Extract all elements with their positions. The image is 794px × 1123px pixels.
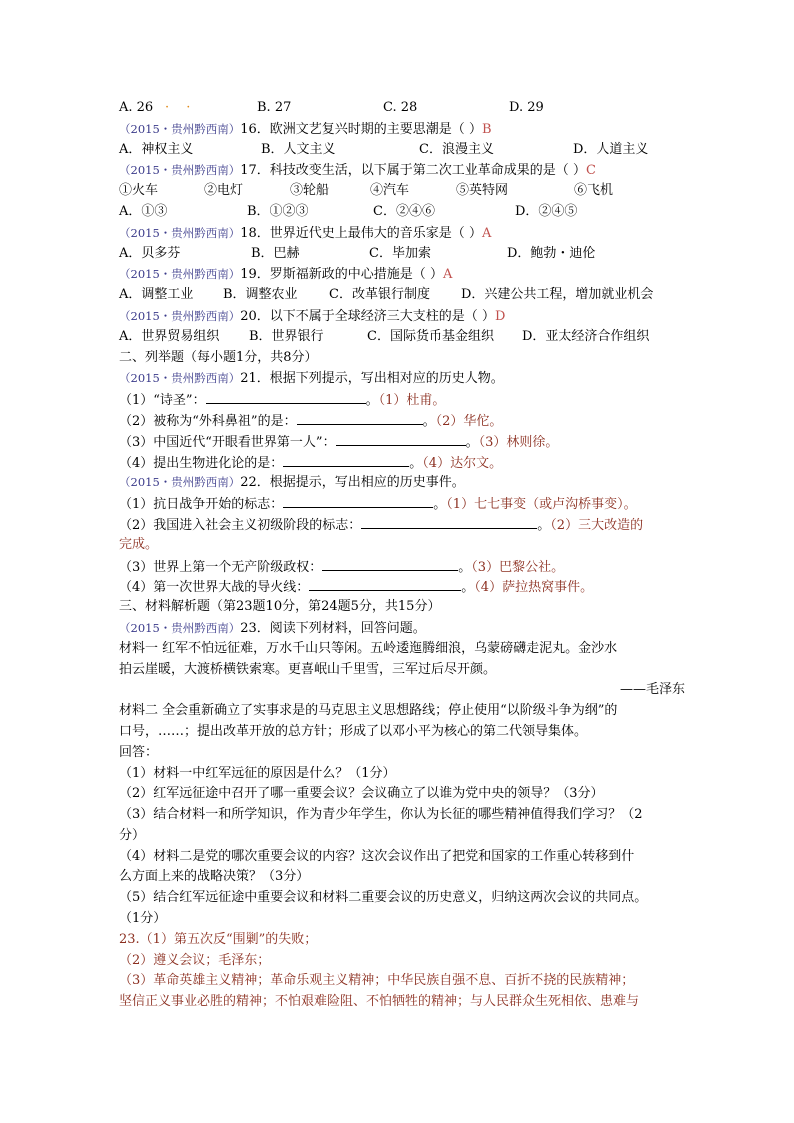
q20-options (119, 327, 685, 348)
answer-blank (283, 493, 433, 508)
answer-23-3-line-2: 坚信正义事业必胜的精神；不怕艰难险阻、不怕牺牲的精神；与人民群众生死相依、患难与 (119, 994, 640, 1010)
q22-item-2 (119, 514, 685, 535)
answer: （2）三大改造的 (550, 517, 644, 533)
option-c: C．国际货币基金组织 (367, 328, 494, 344)
question-source: （2015・贵州黔西南） (119, 308, 241, 323)
answer-23-3-line-1: （3）革命英雄主义精神；革命乐观主义精神；中华民族自强不息、百折不挠的民族精神； (119, 973, 635, 989)
sub-question-3-line-2: 分） (119, 827, 146, 843)
sub-question-2: （2）红军远征途中召开了哪一重要会议？会议确立了以谁为党中央的领导？（3分） (119, 786, 604, 802)
answer: （4）萨拉热窝事件。 (474, 580, 594, 596)
q21-item-2 (119, 410, 685, 431)
prompt: （3）世界上第一个无产阶级政权： (119, 559, 323, 575)
option-a: A．①③ (119, 203, 168, 219)
question-22 (119, 472, 685, 493)
q18-options (119, 244, 685, 265)
answer: （2）华佗。 (435, 413, 503, 429)
option-d: D．亚太经济合作组织 (522, 328, 650, 344)
question-source: （2015・贵州黔西南） (119, 225, 241, 240)
answer-23-1: 23.（1）第五次反“围剿”的失败； (119, 931, 318, 947)
material-1-attribution: ——毛泽东 (619, 682, 685, 698)
q21-item-1 (119, 389, 685, 410)
period: 。 (458, 559, 472, 575)
option-b: B．调整农业 (223, 287, 298, 303)
option-d: D．②④⑤ (515, 203, 578, 219)
question-text: 17．科技改变生活，以下属于第二次工业革命成果的是（ ） (240, 163, 586, 179)
option-c: C．②④⑥ (373, 203, 435, 219)
sub-question-4-line-2: 么方面上来的战略决策？（3分） (119, 869, 310, 885)
answer-blank (206, 389, 366, 404)
question-19 (119, 264, 685, 285)
option-a: A．贝多芬 (119, 245, 181, 261)
answer-blank (336, 431, 466, 446)
question-text: 16．欧洲文艺复兴时期的主要思潮是（ ） (240, 121, 482, 137)
item-4: ④汽车 (370, 183, 410, 199)
prompt: （1）“诗圣”： (119, 393, 206, 409)
prompt: （4）提出生物进化论的是： (119, 455, 284, 471)
answer-blank (361, 514, 537, 529)
period: 。 (465, 434, 479, 450)
period: 。 (537, 517, 551, 533)
q21-item-3 (119, 431, 685, 452)
question-text: 21．根据下列提示，写出相对应的历史人物。 (240, 371, 504, 387)
material-1-line-1: 材料一 红军不怕远征难，万水千山只等闲。五岭逶迤腾细浪，乌蒙磅礴走泥丸。金沙水 (119, 640, 618, 656)
question-text: 23．阅读下列材料，回答问题。 (240, 620, 426, 636)
answer: A (442, 267, 453, 283)
period: 。 (433, 497, 447, 513)
answer: A (481, 225, 492, 241)
item-5: ⑤英特网 (456, 183, 509, 199)
answer-blank (322, 556, 458, 571)
option-a: A. 26 (119, 100, 154, 115)
sub-question-5-line-2: （1分） (119, 911, 167, 927)
question-source: （2015・贵州黔西南） (119, 620, 241, 635)
item-1: ①火车 (119, 183, 159, 199)
question-source: （2015・贵州黔西南） (119, 475, 241, 490)
q22-item-1 (119, 493, 685, 514)
question-text: 20．以下不属于全球经济三大支柱的是（ ） (240, 308, 495, 324)
q22-item-2-answer-continued: 完成。 (119, 536, 159, 552)
option-c: C．浪漫主义 (419, 141, 494, 157)
question-16 (119, 119, 685, 140)
q15-options (119, 98, 685, 119)
answer-prompt: 回答： (119, 744, 159, 760)
sub-question-5-line-1: （5）结合红军远征途中重要会议和材料二重要会议的历史意义，归纳这两次会议的共同点。 (119, 890, 648, 906)
prompt: （4）第一次世界大战的导火线： (119, 580, 310, 596)
option-b: B．①②③ (247, 203, 309, 219)
q17-options (119, 202, 685, 223)
answer-blank (297, 410, 423, 425)
question-23 (119, 618, 685, 639)
answer-blank (309, 576, 461, 591)
period: 。 (422, 413, 436, 429)
option-a: A．世界贸易组织 (119, 328, 220, 344)
question-text: 18．世界近代史上最伟大的音乐家是（ ） (240, 225, 482, 241)
option-c: C．毕加索 (369, 245, 431, 261)
sub-question-1: （1）材料一中红军远征的原因是什么？（1分） (119, 765, 396, 781)
question-text: 22．根据提示，写出相应的历史事件。 (240, 475, 465, 491)
option-a: A．调整工业 (119, 287, 194, 303)
q19-options (119, 285, 685, 306)
answer: （1）杜甫。 (378, 393, 446, 409)
question-17 (119, 160, 685, 181)
item-6: ⑥飞机 (574, 183, 614, 199)
option-b: B. 27 (257, 100, 292, 115)
option-d: D. 29 (509, 100, 544, 115)
item-3: ③轮船 (290, 183, 330, 199)
option-a: A．神权主义 (119, 141, 194, 157)
answer: （1）七七事变（或卢沟桥事变）。 (446, 497, 637, 513)
question-source: （2015・贵州黔西南） (119, 371, 241, 386)
option-d: D．人道主义 (573, 141, 649, 157)
q22-item-4 (119, 576, 685, 597)
option-b: B．人文主义 (261, 141, 336, 157)
answer: C (585, 163, 596, 179)
item-2: ②电灯 (204, 183, 244, 199)
q16-options (119, 140, 685, 161)
prompt: （2）我国进入社会主义初级阶段的标志： (119, 517, 362, 533)
dot-marks: · · (165, 100, 191, 115)
section-3-heading: 三、材料解析题（第23题10分，第24题5分，共15分） (119, 599, 441, 615)
period: 。 (409, 455, 423, 471)
prompt: （1）抗日战争开始的标志： (119, 497, 284, 513)
period: 。 (461, 580, 475, 596)
answer-blank (283, 452, 409, 467)
prompt: （2）被称为“外科鼻祖”的是： (119, 413, 297, 429)
question-20 (119, 306, 685, 327)
q17-items (119, 181, 685, 202)
answer: （4）达尔文。 (422, 455, 503, 471)
sub-question-4-line-1: （4）材料二是党的哪次重要会议的内容？这次会议作出了把党和国家的工作重心转移到什 (119, 848, 635, 864)
option-d: D．鲍勃・迪伦 (507, 245, 596, 261)
answer: （3）巴黎公社。 (471, 559, 565, 575)
question-source: （2015・贵州黔西南） (119, 121, 241, 136)
option-c: C. 28 (383, 100, 418, 115)
sub-question-3-line-1: （3）结合材料一和所学知识，作为青少年学生，你认为长征的哪些精神值得我们学习？（2 (119, 807, 643, 823)
answer: （3）林则徐。 (478, 434, 559, 450)
option-b: B．巴赫 (251, 245, 300, 261)
q22-item-3 (119, 556, 685, 577)
option-c: C．改革银行制度 (329, 287, 430, 303)
option-b: B．世界银行 (249, 328, 324, 344)
prompt: （3）中国近代“开眼看世界第一人”： (119, 434, 336, 450)
section-2-heading: 二、列举题（每小题1分，共8分） (119, 349, 318, 365)
q21-item-4 (119, 452, 685, 473)
answer-23-2: （2）遵义会议；毛泽东； (119, 952, 271, 968)
question-18 (119, 223, 685, 244)
question-source: （2015・贵州黔西南） (119, 267, 241, 282)
material-2-line-1: 材料二 全会重新确立了实事求是的马克思主义思想路线；停止使用“以阶级斗争为纲”的 (119, 703, 618, 719)
question-text: 19．罗斯福新政的中心措施是（ ） (240, 267, 443, 283)
answer: B (481, 121, 492, 137)
material-2-line-2: 口号，……；提出改革开放的总方针；形成了以邓小平为核心的第二代领导集体。 (119, 723, 588, 739)
period: 。 (365, 393, 379, 409)
option-d: D．兴建公共工程，增加就业机会 (461, 287, 654, 303)
question-21 (119, 368, 685, 389)
document-content (119, 98, 685, 1013)
material-1-line-2: 拍云崖暖，大渡桥横铁索寒。更喜岷山千里雪，三军过后尽开颜。 (119, 661, 497, 677)
answer: D (494, 308, 506, 324)
question-source: （2015・贵州黔西南） (119, 163, 241, 178)
